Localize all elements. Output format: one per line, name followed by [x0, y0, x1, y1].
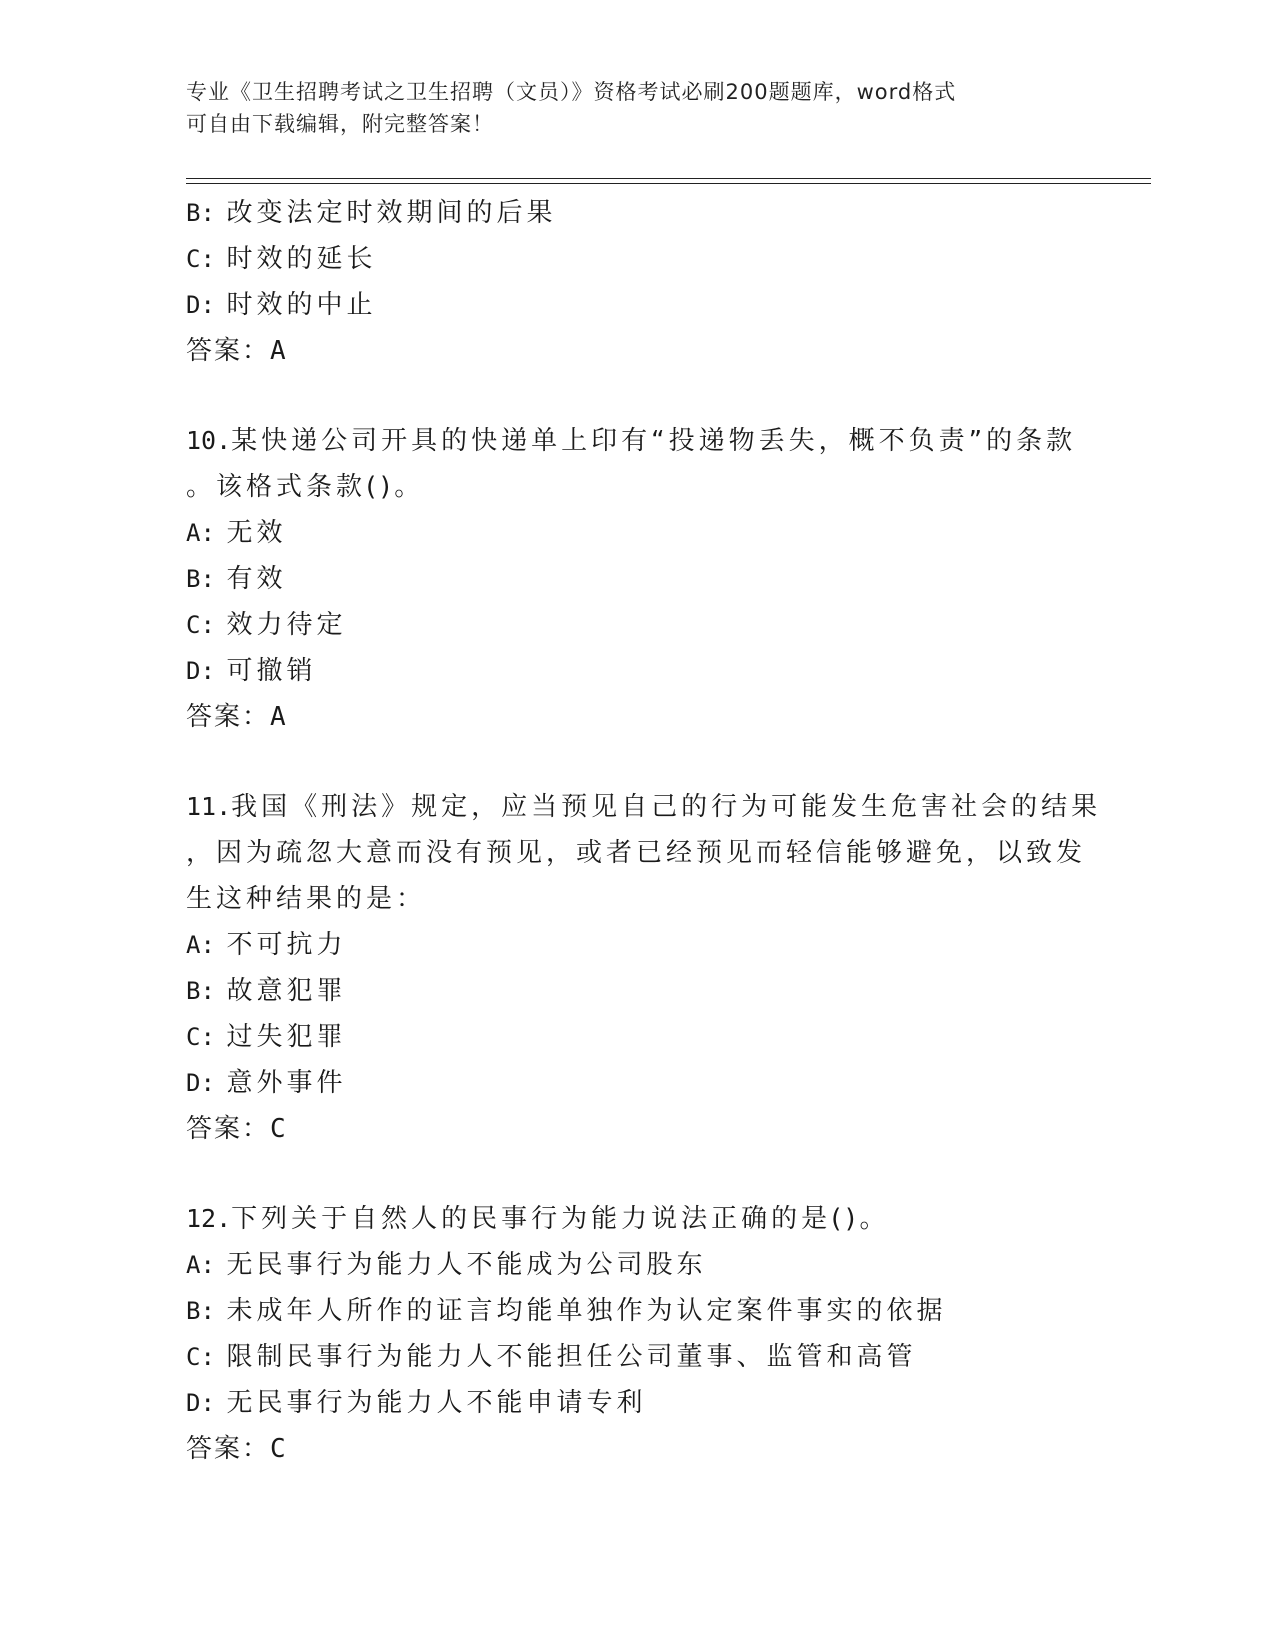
spacer — [186, 740, 1086, 784]
option-text: 过失犯罪 — [226, 1022, 347, 1052]
question-stem-line: 生这种结果的是： — [186, 884, 427, 914]
option-b: B: 有效 — [186, 564, 287, 594]
question-stem-line: 10.某快递公司开具的快递单上印有“投递物丢失，概不负责”的条款 — [186, 426, 1077, 456]
answer-line — [186, 1426, 1086, 1472]
option-text: 有效 — [226, 564, 287, 594]
option-a: A: 无民事行为能力人不能成为公司股东 — [186, 1250, 707, 1280]
option-a: A: 不可抗力 — [186, 930, 347, 960]
header-line-1: 专业《卫生招聘考试之卫生招聘（文员）》资格考试必刷200题题库，word格式 — [186, 80, 957, 104]
option-text: 故意犯罪 — [226, 976, 347, 1006]
question-block-11 — [186, 784, 1102, 1152]
option-text: 无效 — [226, 518, 287, 548]
option-b: B: 故意犯罪 — [186, 976, 347, 1006]
question-list — [186, 190, 1102, 1472]
answer-label: 答案： — [186, 702, 271, 732]
question-stem-line: ，因为疏忽大意而没有预见，或者已经预见而轻信能够避免，以致发 — [186, 838, 1087, 868]
question-block-10 — [186, 418, 1086, 740]
spacer — [186, 1152, 1086, 1196]
document-header — [186, 76, 1086, 140]
option-c: C: 限制民事行为能力人不能担任公司董事、监管和高管 — [186, 1342, 917, 1372]
option-text: 无民事行为能力人不能成为公司股东 — [226, 1250, 707, 1280]
option-text: 不可抗力 — [226, 930, 347, 960]
option-text: 效力待定 — [226, 610, 347, 640]
option-text: 限制民事行为能力人不能担任公司董事、监管和高管 — [226, 1342, 917, 1372]
option-text: 时效的延长 — [226, 244, 377, 274]
question-number: 10. — [186, 426, 232, 455]
answer-line — [186, 694, 1086, 740]
answer-line — [186, 1106, 1086, 1152]
question-block-12 — [186, 1196, 1086, 1472]
option-text: 无民事行为能力人不能申请专利 — [226, 1388, 647, 1418]
answer-label: 答案： — [186, 1434, 271, 1464]
option-b: B: 未成年人所作的证言均能单独作为认定案件事实的依据 — [186, 1296, 947, 1326]
option-b: B: 改变法定时效期间的后果 — [186, 198, 557, 228]
header-rule-top — [186, 178, 1151, 179]
option-text: 时效的中止 — [226, 290, 377, 320]
answer-value: C — [270, 1114, 286, 1144]
option-text: 意外事件 — [226, 1068, 347, 1098]
answer-label: 答案： — [186, 336, 271, 366]
option-d: D: 时效的中止 — [186, 290, 377, 320]
question-number: 12. — [186, 1204, 232, 1233]
question-block-9 — [186, 190, 1086, 374]
option-d: D: 无民事行为能力人不能申请专利 — [186, 1388, 647, 1418]
answer-line — [186, 328, 1086, 374]
option-a: A: 无效 — [186, 518, 287, 548]
answer-value: C — [270, 1434, 286, 1464]
question-stem-line: 12.下列关于自然人的民事行为能力说法正确的是()。 — [186, 1204, 890, 1234]
answer-value: A — [270, 702, 286, 732]
option-text: 未成年人所作的证言均能单独作为认定案件事实的依据 — [226, 1296, 947, 1326]
answer-label: 答案： — [186, 1114, 271, 1144]
option-c: C: 时效的延长 — [186, 244, 377, 274]
option-d: D: 意外事件 — [186, 1068, 347, 1098]
option-text: 改变法定时效期间的后果 — [226, 198, 557, 228]
option-text: 可撤销 — [226, 656, 317, 686]
option-c: C: 过失犯罪 — [186, 1022, 347, 1052]
question-number: 11. — [186, 792, 232, 821]
header-line-2: 可自由下载编辑，附完整答案！ — [186, 112, 494, 136]
question-stem-line: 11.我国《刑法》规定，应当预见自己的行为可能发生危害社会的结果 — [186, 792, 1102, 822]
question-stem-line: 。该格式条款()。 — [186, 472, 425, 502]
spacer — [186, 374, 1086, 418]
answer-value: A — [270, 336, 286, 366]
option-d: D: 可撤销 — [186, 656, 317, 686]
option-c: C: 效力待定 — [186, 610, 347, 640]
header-rule-bottom — [186, 183, 1151, 184]
